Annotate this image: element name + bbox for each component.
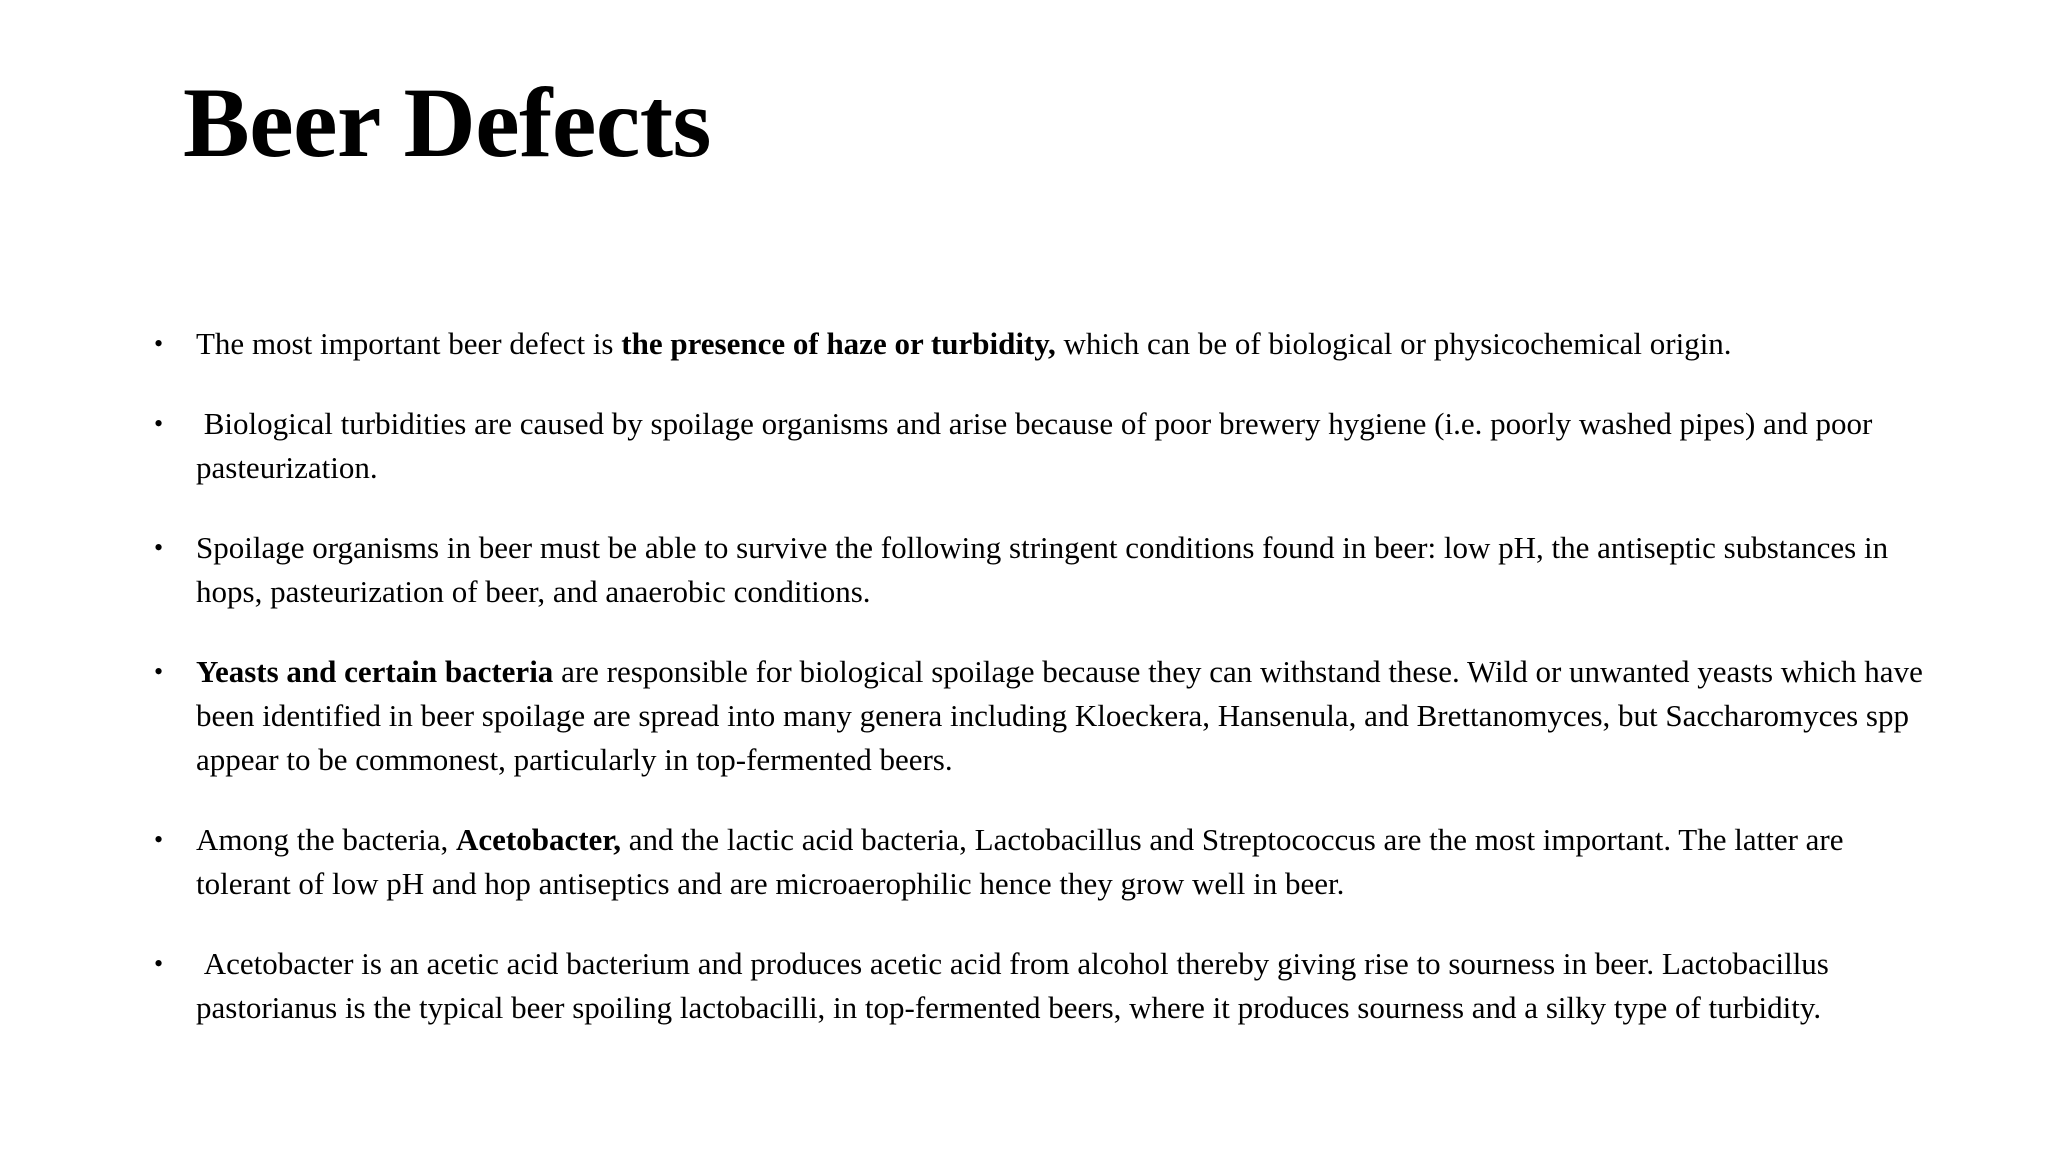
bullet-dot: •	[154, 949, 164, 978]
bullet-item-yeasts-bacteria	[154, 650, 1924, 782]
bullet-text	[196, 654, 1923, 777]
bullet-text	[196, 406, 1872, 485]
bullet-text	[196, 326, 1732, 361]
bullet-text	[196, 946, 1829, 1025]
bullet-text-bold: the presence of haze or turbidity,	[621, 326, 1056, 361]
bullet-text-post: are responsible for biological spoilage because they can withstand these. Wild or unwanted yeasts which have been identified in beer spoilage are spread into many genera including Kloeckera, Hansenula, and Brettanomyces, but Saccharomyces spp appear to be commonest, particularly in top-fermented beers.	[196, 654, 1923, 777]
bullet-item-acetic-acid	[154, 942, 1924, 1030]
bullet-text	[196, 822, 1844, 901]
bullet-item-spoilage-organisms	[154, 526, 1924, 614]
bullet-text-post: Acetobacter is an acetic acid bacterium and produces acetic acid from alcohol thereby giving rise to sourness in beer. Lactobacillus pastorianus is the typical beer spoiling lactobacilli, in top-fermented beers, where it produces sourness and a silky type of turbidity.	[196, 946, 1829, 1025]
bullet-dot: •	[154, 657, 164, 686]
bullet-text	[196, 530, 1888, 609]
bullet-text-bold: Acetobacter,	[455, 822, 621, 857]
bullet-text-pre: Among the bacteria,	[196, 822, 456, 857]
bullet-dot: •	[154, 409, 164, 438]
bullet-item-biological-turbidities	[154, 402, 1924, 490]
bullet-item-acetobacter-lactic	[154, 818, 1924, 906]
bullet-text-pre: The most important beer defect is	[196, 326, 622, 361]
slide-title: Beer Defects	[183, 67, 711, 178]
bullet-dot: •	[154, 533, 164, 562]
bullet-text-post: which can be of biological or physicochemical origin.	[1055, 326, 1732, 361]
bullet-dot: •	[154, 825, 164, 854]
bullet-text-post: Spoilage organisms in beer must be able to survive the following stringent conditions found in beer: low pH, the antiseptic substances in hops, pasteurization of beer, and anaerobic conditions.	[196, 530, 1889, 609]
bullet-text-post: and the lactic acid bacteria, Lactobacillus and Streptococcus are the most important. The latter are tolerant of low pH and hop antiseptics and are microaerophilic hence they grow well in beer.	[196, 822, 1844, 901]
bullet-item-haze	[154, 322, 1924, 366]
bullet-text-bold: Yeasts and certain bacteria	[196, 654, 554, 689]
bullet-text-post: Biological turbidities are caused by spoilage organisms and arise because of poor brewery hygiene (i.e. poorly washed pipes) and poor pasteurization.	[196, 406, 1873, 485]
bullet-dot: •	[154, 329, 164, 358]
bullet-list	[154, 322, 1924, 1066]
